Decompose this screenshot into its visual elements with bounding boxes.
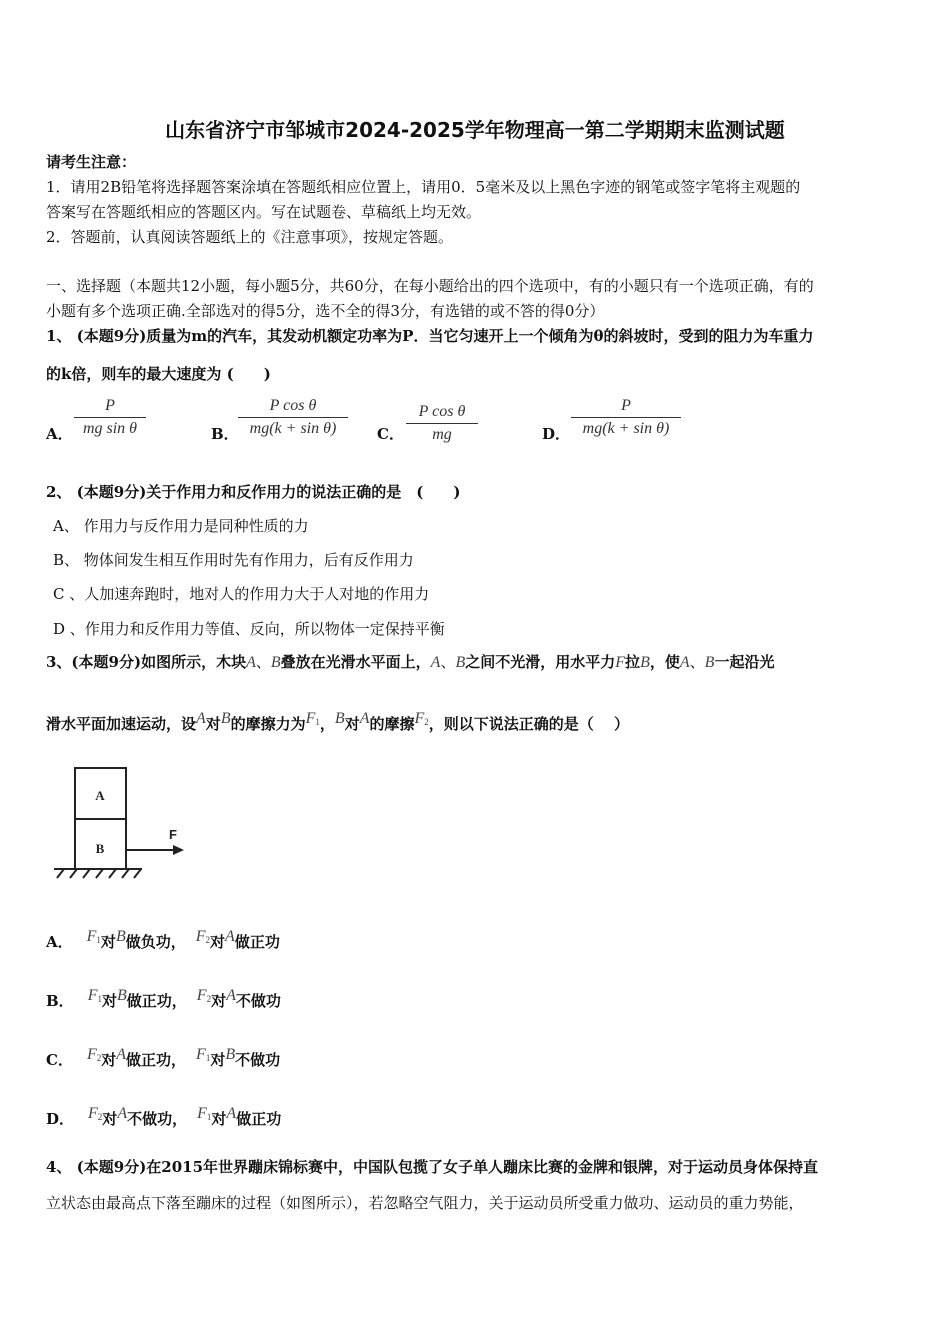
- q3-text: 拉: [625, 653, 641, 671]
- q3-text: ，: [319, 715, 335, 733]
- q3-option-a[interactable]: A． $F_1$对B做负功， $F_2$对A做正功: [46, 928, 280, 951]
- q1-option-c-formula[interactable]: [406, 402, 478, 445]
- q1-b-denominator: mg(k + sin θ): [249, 420, 337, 437]
- arrowhead-icon: [173, 845, 184, 855]
- block-a-label: A: [95, 788, 105, 803]
- section-heading-line1: 一、选择题（本题共12小题，每小题5分，共60分，在每小题给出的四个选项中，有的小题只有一个选项正确，有的: [46, 277, 814, 295]
- q2-option-d[interactable]: D 、作用力和反作用力等值、反向，所以物体一定保持平衡: [53, 620, 445, 638]
- q3-text: ，使: [649, 653, 680, 671]
- question-4-stem-line1: 4、 (本题9分)在2015年世界蹦床锦标赛中，中国队包揽了女子单人蹦床比赛的金牌和银牌，对于运动员身体保持直: [46, 1158, 819, 1176]
- q3-text: 3、(本题9分)如图所示，木块: [46, 653, 247, 671]
- q1-c-numerator: P cos θ: [418, 403, 466, 420]
- notice-line-2: 2．答题前，认真阅读答题纸上的《注意事项》，按规定答题。: [46, 228, 454, 246]
- q3-text: 一起沿光: [714, 653, 775, 671]
- q1-option-d-formula[interactable]: [571, 396, 681, 439]
- q3-text: ，则以下说法正确的是（ ）: [428, 715, 630, 733]
- math-B: B: [334, 710, 345, 727]
- math-B: B: [704, 654, 715, 671]
- q1-d-numerator: P: [621, 397, 631, 414]
- q1-a-denominator: mg sin θ: [82, 420, 138, 437]
- q2-option-b[interactable]: B、 物体间发生相互作用时先有作用力，后有反作用力: [53, 551, 414, 569]
- q3-block-diagram: [50, 764, 190, 884]
- q1-option-a-formula[interactable]: [74, 396, 146, 439]
- section-heading-line2: 小题有多个选项正确.全部选对的得5分，选不全的得3分，有选错的或不答的得0分）: [46, 302, 605, 320]
- question-1-stem-line1: 1、 (本题9分)质量为m的汽车，其发动机额定功率为P．当它匀速开上一个倾角为θ的斜坡时，受到的阻力为车重力: [46, 327, 814, 345]
- math-F2: $F_2$: [86, 1046, 102, 1063]
- q3-text: 叠放在光滑水平面上，: [280, 653, 431, 671]
- ground-hatch: [57, 869, 141, 878]
- q2-option-a[interactable]: A、 作用力与反作用力是同种性质的力: [53, 517, 309, 535]
- q2-option-c[interactable]: C 、人加速奔跑时，地对人的作用力大于人对地的作用力: [53, 585, 430, 603]
- fraction-bar: [238, 417, 348, 418]
- math-F1: $F_1$: [87, 987, 102, 1004]
- math-B: B: [640, 654, 650, 671]
- math-F1: $F_1$: [305, 710, 320, 727]
- question-1-stem-line2: 的k倍，则车的最大速度为 ( ): [46, 365, 271, 383]
- q3-text: 对: [344, 715, 360, 733]
- notice-heading: 请考生注意：: [46, 153, 137, 171]
- q3-option-b[interactable]: B． $F_1$对B做正功， $F_2$对A不做功: [46, 987, 281, 1010]
- notice-line-1b: 答案写在答题纸相应的答题区内。写在试题卷、草稿纸上均无效。: [46, 203, 482, 221]
- math-A: A: [246, 654, 256, 671]
- page-title: 山东省济宁市邹城市2024-2025学年物理高一第二学期期末监测试题: [165, 118, 785, 142]
- math-B: B: [270, 654, 281, 671]
- question-2-stem: 2、 (本题9分)关于作用力和反作用力的说法正确的是 ( ): [46, 483, 461, 501]
- q1-b-numerator: P cos θ: [269, 397, 317, 414]
- q3-text: 的摩擦: [369, 715, 415, 733]
- q3-sep: 、: [689, 653, 705, 671]
- math-A: A: [359, 710, 370, 727]
- math-F1: $F_1$: [197, 1105, 212, 1122]
- block-b-label: B: [95, 841, 105, 856]
- q1-option-d-label[interactable]: D．: [542, 425, 571, 443]
- math-B: B: [455, 654, 466, 671]
- notice-line-1a: 1．请用2B铅笔将选择题答案涂填在答题纸相应位置上，请用0．5毫米及以上黑色字迹的钢笔或签字笔将主观题的: [46, 178, 801, 196]
- q3-option-c[interactable]: C． $F_2$对A做正功， $F_1$对B不做功: [46, 1046, 281, 1069]
- math-F1: $F_1$: [86, 928, 101, 945]
- q3-text: 滑水平面加速运动，设: [46, 715, 197, 733]
- q3-sep: 、: [440, 653, 456, 671]
- force-label: F: [169, 827, 177, 842]
- q3-sep: 、: [255, 653, 271, 671]
- fraction-bar: [406, 423, 478, 424]
- fraction-bar: [74, 417, 146, 418]
- math-F1: $F_1$: [196, 1046, 211, 1063]
- math-F2: $F_2$: [196, 987, 212, 1004]
- math-F2: $F_2$: [195, 928, 211, 945]
- q1-a-numerator: P: [105, 397, 115, 414]
- math-F2: $F_2$: [414, 710, 429, 727]
- math-F2: $F_2$: [88, 1105, 103, 1122]
- question-3-stem-line2: [46, 710, 630, 738]
- math-A: A: [430, 654, 441, 671]
- q1-d-denominator: mg(k + sin θ): [582, 420, 670, 437]
- math-A: A: [196, 710, 206, 727]
- math-F: F: [615, 654, 626, 671]
- q1-option-a-label[interactable]: A．: [46, 425, 73, 443]
- fraction-bar: [571, 417, 681, 418]
- q1-c-denominator: mg: [432, 426, 452, 443]
- q1-option-b-formula[interactable]: [238, 396, 348, 439]
- q3-text: 对: [205, 715, 221, 733]
- q3-option-d[interactable]: D． $F_2$对A不做功， $F_1$对A做正功: [46, 1105, 282, 1128]
- q1-option-c-label[interactable]: C．: [377, 425, 404, 443]
- question-3-stem-line1: [46, 652, 774, 673]
- math-B: B: [220, 710, 231, 727]
- q1-option-b-label[interactable]: B．: [211, 425, 239, 443]
- math-A: A: [679, 654, 690, 671]
- q3-text: 之间不光滑，用水平力: [465, 653, 616, 671]
- question-4-stem-line2: 立状态由最高点下落至蹦床的过程（如图所示），若忽略空气阻力，关于运动员所受重力做功、运动员的重力势能，: [46, 1194, 804, 1212]
- q3-text: 的摩擦力为: [230, 715, 306, 733]
